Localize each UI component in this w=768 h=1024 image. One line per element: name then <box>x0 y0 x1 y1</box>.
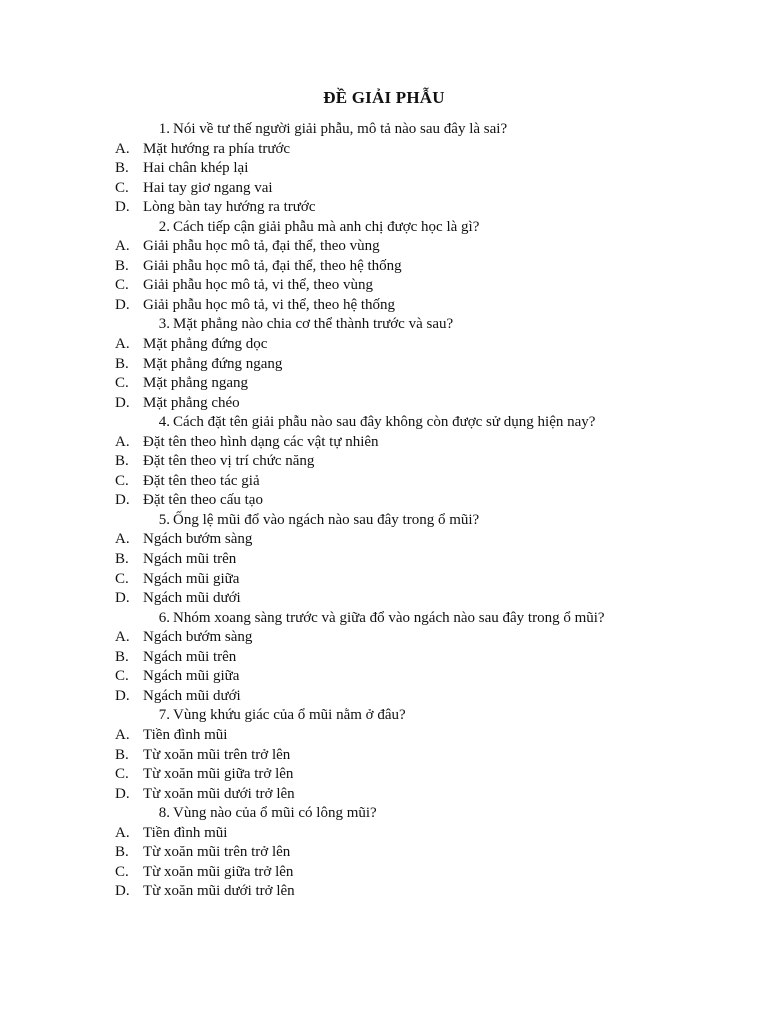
question-2 <box>115 218 715 238</box>
option-text: Ngách mũi dưới <box>143 687 241 704</box>
answer-option <box>115 179 715 199</box>
option-text: Ngách mũi trên <box>143 551 237 568</box>
option-text: Hai tay giơ ngang vai <box>143 179 273 196</box>
option-text: Ngách mũi trên <box>143 648 237 665</box>
option-text: Đặt tên theo cấu tạo <box>143 492 263 509</box>
option-label: D. <box>115 590 130 607</box>
answer-option <box>115 159 715 179</box>
option-label: C. <box>115 375 129 392</box>
question-list <box>115 120 715 902</box>
answer-option <box>115 843 715 863</box>
answer-option <box>115 530 715 550</box>
option-text: Giải phẫu học mô tả, đại thể, theo hệ thống <box>143 257 402 274</box>
option-label: D. <box>115 296 130 313</box>
option-label: C. <box>115 472 129 489</box>
option-text: Lòng bàn tay hướng ra trước <box>143 199 316 216</box>
answer-option <box>115 472 715 492</box>
answer-option <box>115 589 715 609</box>
option-label: B. <box>115 746 129 763</box>
answer-option <box>115 570 715 590</box>
answer-option <box>115 667 715 687</box>
option-label: A. <box>115 238 130 255</box>
option-text: Đặt tên theo tác giả <box>143 472 260 489</box>
answer-option <box>115 140 715 160</box>
option-label: B. <box>115 160 129 177</box>
question-text: Nói về tư thế người giải phẫu, mô tả nào sau đây là sai? <box>173 121 508 137</box>
answer-option <box>115 257 715 277</box>
option-text: Tiền đình mũi <box>143 824 228 841</box>
answer-option <box>115 433 715 453</box>
option-label: B. <box>115 453 129 470</box>
option-text: Giải phẫu học mô tả, vi thể, theo hệ thống <box>143 296 396 313</box>
option-text: Ngách bướm sàng <box>143 629 253 646</box>
option-label: B. <box>115 844 129 861</box>
option-label: A. <box>115 824 130 841</box>
option-text: Ngách mũi giữa <box>143 668 240 685</box>
option-text: Tiền đình mũi <box>143 726 228 743</box>
option-label: D. <box>115 785 130 802</box>
question-number: 6. <box>158 609 170 626</box>
option-text: Đặt tên theo vị trí chức năng <box>143 453 315 470</box>
option-text: Ngách bướm sàng <box>143 531 253 548</box>
question-number: 5. <box>158 511 170 528</box>
question-number: 2. <box>158 218 170 235</box>
option-text: Mặt phẳng ngang <box>143 375 248 392</box>
option-text: Hai chân khép lại <box>143 160 249 177</box>
option-label: C. <box>115 668 129 685</box>
option-label: D. <box>115 394 130 411</box>
option-text: Từ xoăn mũi trên trở lên <box>143 746 291 763</box>
answer-option <box>115 550 715 570</box>
option-label: D. <box>115 883 130 900</box>
question-text: Nhóm xoang sàng trước và giữa đổ vào ngách nào sau đây trong ổ mũi? <box>173 609 605 626</box>
option-label: B. <box>115 551 129 568</box>
option-label: A. <box>115 433 130 450</box>
option-label: B. <box>115 355 129 372</box>
answer-option <box>115 355 715 375</box>
question-text: Mặt phẳng nào chia cơ thể thành trước và sau? <box>173 316 454 333</box>
answer-option <box>115 296 715 316</box>
answer-option <box>115 726 715 746</box>
question-number: 4. <box>158 414 170 431</box>
answer-option <box>115 237 715 257</box>
question-text: Vùng khứu giác của ổ mũi nằm ở đâu? <box>173 707 406 724</box>
option-label: C. <box>115 570 129 587</box>
answer-option <box>115 394 715 414</box>
option-label: A. <box>115 531 130 548</box>
answer-option <box>115 452 715 472</box>
answer-option <box>115 374 715 394</box>
option-text: Ngách mũi dưới <box>143 590 241 607</box>
option-text: Giải phẫu học mô tả, vi thể, theo vùng <box>143 277 373 294</box>
option-text: Từ xoăn mũi giữa trở lên <box>143 766 294 783</box>
answer-option <box>115 276 715 296</box>
option-text: Ngách mũi giữa <box>143 570 240 587</box>
option-text: Đặt tên theo hình dạng các vật tự nhiên <box>143 433 379 450</box>
question-number: 7. <box>158 707 170 724</box>
question-text: Cách đặt tên giải phẫu nào sau đây không còn được sử dụng hiện nay? <box>173 414 596 431</box>
option-label: C. <box>115 277 129 294</box>
option-label: B. <box>115 648 129 665</box>
answer-option <box>115 648 715 668</box>
answer-option <box>115 687 715 707</box>
option-label: D. <box>115 687 130 704</box>
question-8 <box>115 804 715 824</box>
page-title: ĐỀ GIẢI PHẪU <box>323 88 445 107</box>
question-1 <box>115 120 715 140</box>
question-text: Ống lệ mũi đổ vào ngách nào sau đây trong ổ mũi? <box>173 511 480 528</box>
option-label: A. <box>115 726 130 743</box>
option-label: C. <box>115 863 129 880</box>
question-text: Cách tiếp cận giải phẫu mà anh chị được học là gì? <box>173 218 480 235</box>
answer-option <box>115 765 715 785</box>
answer-option <box>115 785 715 805</box>
option-text: Mặt phẳng đứng dọc <box>143 336 268 353</box>
answer-option <box>115 628 715 648</box>
answer-option <box>115 491 715 511</box>
option-text: Từ xoăn mũi giữa trở lên <box>143 863 294 880</box>
question-number: 1. <box>158 121 170 137</box>
option-text: Mặt phẳng chéo <box>143 394 240 411</box>
question-3 <box>115 315 715 335</box>
answer-option <box>115 882 715 902</box>
question-4 <box>115 413 715 433</box>
option-label: C. <box>115 179 129 196</box>
answer-option <box>115 863 715 883</box>
question-7 <box>115 706 715 726</box>
option-label: D. <box>115 199 130 216</box>
question-text: Vùng nào của ổ mũi có lông mũi? <box>173 805 377 822</box>
option-label: D. <box>115 492 130 509</box>
option-text: Mặt phẳng đứng ngang <box>143 355 283 372</box>
answer-option <box>115 746 715 766</box>
question-number: 3. <box>158 316 170 333</box>
answer-option <box>115 335 715 355</box>
answer-option <box>115 198 715 218</box>
option-label: A. <box>115 140 130 157</box>
option-label: A. <box>115 629 130 646</box>
option-label: B. <box>115 257 129 274</box>
option-text: Mặt hướng ra phía trước <box>143 140 291 157</box>
option-text: Giải phẫu học mô tả, đại thể, theo vùng <box>143 238 380 255</box>
option-label: A. <box>115 336 130 353</box>
option-text: Từ xoăn mũi trên trở lên <box>143 844 291 861</box>
answer-option <box>115 824 715 844</box>
question-6 <box>115 609 715 629</box>
option-label: C. <box>115 766 129 783</box>
option-text: Từ xoăn mũi dưới trở lên <box>143 785 295 802</box>
option-text: Từ xoăn mũi dưới trở lên <box>143 883 295 900</box>
question-5 <box>115 511 715 531</box>
question-number: 8. <box>158 805 170 822</box>
